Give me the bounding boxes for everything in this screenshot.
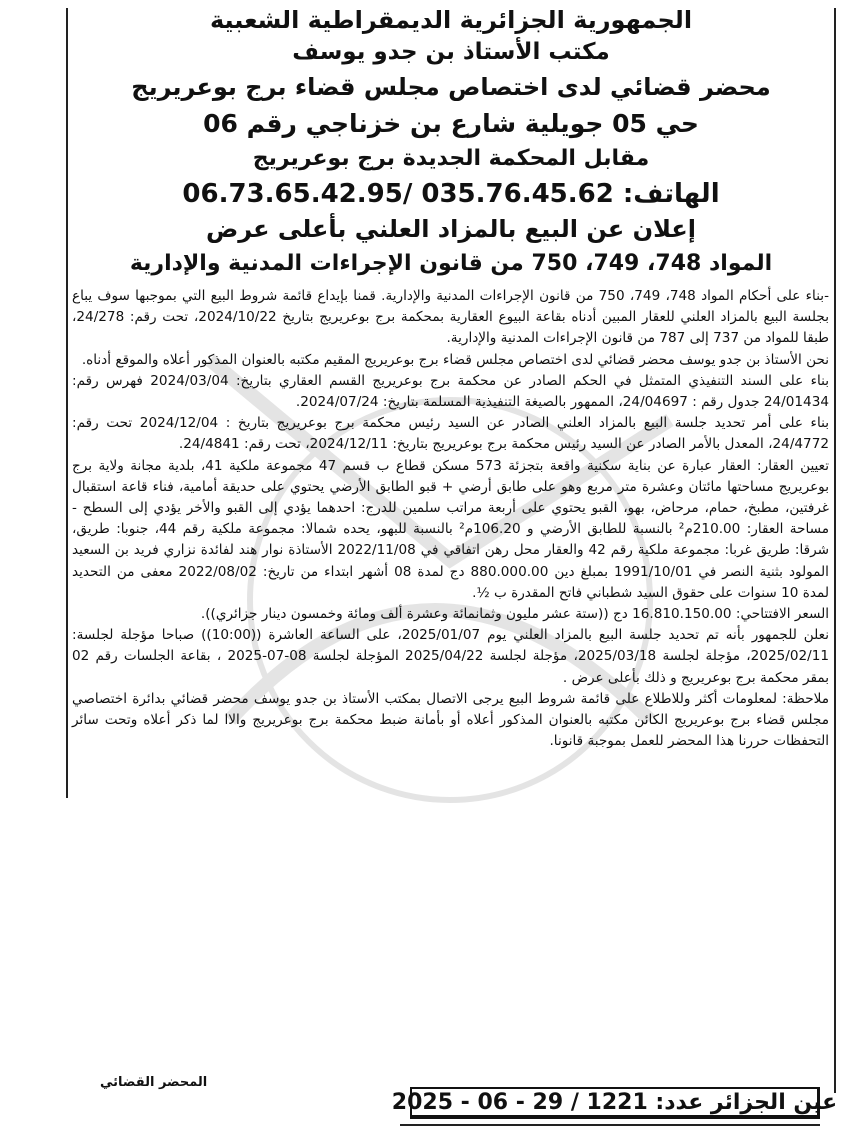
office-name: مكتب الأستاذ بن جدو يوسف [292,39,610,65]
address-line-1: حي 05 جويلية شارع بن خزناجي رقم 06 [203,109,699,138]
notice-body [72,286,829,752]
paragraph-sale-order: بناء على أمر تحديد جلسة البيع بالمزاد العلني الصادر عن السيد رئيس محكمة برج بوعريريج بتاريخ : 2024/12/04 تحت رقم: 24/4772، المعدل بالأمر الصادر عن السيد رئيس محكمة برج بوعريريج بتاريخ: 2024/12/11، تحت رقم: 24/4841. [72,415,829,453]
bailiff-title: محضر قضائي لدى اختصاص مجلس قضاء برج بوعريريج [131,73,771,101]
paragraph-session-dates: نعلن للجمهور بأنه تم تحديد جلسة البيع بالمزاد العلني يوم 2025/01/07، على الساعة العاشرة ((10:00)) صباحا مؤجلة لجلسة: 2025/02/11، مؤجلة لجلسة 2025/03/18، مؤجلة لجلسة 2025/04/22 المؤجلة لجلسة 08-07-2025 ، بقاعة الجلسات رقم 02 بمقر محكمة برج بوعريريج و ذلك بأعلى عرض . [72,627,829,686]
signature-label: المحضر القضائي [100,1075,208,1090]
paragraph-note: ملاحظة: لمعلومات أكثر وللاطلاع على قائمة شروط البيع يرجى الاتصال بمكتب الأستاذ بن جدو يوسف محضر قضائي بدائرة اختصاصي مجلس قضاء برج بوعريريج الكائن مكتبه بالعنوان المذكور أعلاه أو بأمانة ضبط محكمة برج بوعريريج والاا لما ذكر أعلاه وتحت سائر التحفظات حررنا هذا المحضر للعمل بموجبة قانونا. [72,690,829,750]
paragraph-legal-basis: -بناء على أحكام المواد 748، 749، 750 من قانون الإجراءات المدنية والإدارية. قمنا بإيداع قائمة شروط البيع التي بموجبها سوف يباع بجلسة البيع بالمزاد العلني للعقار المبين أدناه بقاعة البيوع العقارية بمحكمة برج بوعريريج بتاريخ 2024/10/22، تحت رقم: 24/278، طبقا للمواد من 737 إلى 787 من قانون الإجراءات المدنية والإدارية. [72,288,829,347]
phone-line: الهاتف: 035.76.45.62 /06.73.65.42.95 [182,179,720,209]
address-line-2: مقابل المحكمة الجديدة برج بوعريريج [252,146,650,171]
publication-reference: عين الجزائر عدد: 1221 / 29 - 06 - 2025 [391,1089,838,1115]
right-border-line [834,8,836,1093]
paragraph-enforcement-title: بناء على السند التنفيذي المتمثل في الحكم الصادر عن محكمة برج بوعريريج القسم العقاري بتاريخ: 2024/03/04 فهرس رقم: 24/01434 جدول رقم : 24/04697، الممهور بالصيغة التنفيذية المسلمة بتاريخ: 2024/07/24. [72,372,829,411]
left-border-line [66,8,68,798]
paragraph-opening-price: السعر الافتتاحي: 16.810.150.00 دج ((ستة عشر مليون وثمانمائة وعشرة ألف ومائة وخمسون دينار جزائري)). [200,606,829,623]
republic-title: الجمهورية الجزائرية الديمقراطية الشعبية [209,6,693,34]
articles-line: المواد 748، 749، 750 من قانون الإجراءات المدنية والإدارية [129,251,773,276]
paragraph-property-description: تعيين العقار: العقار عبارة عن بناية سكنية واقعة بتجزئة 573 مسكن قطاع ب قسم 47 مجموعة ملكية 41، بلدية مجانة ولاية برج بوعريريج مساحتها مائتان وعشرة متر مربع وهو على طابق أرضي + قبو الطابق الأرضي يحتوي على حديقة أمامية، فناء قاعة استقبال غرفتين، مطبخ، حمام، مرحاض، بهو، القبو يحتوي على أربعة مراتب سلمين للدرج: احدهما يؤدي إلى القبو والأخر يؤدي إلى السطح - مساحة العقار: 210.00م² بالنسبة للطابق الأرضي و 106.20م² بالنسبة للبهو، يحده شمالا: مجموعة ملكية رقم 44، جنوبا: طريق، شرقا: طريق غربا: مجموعة ملكية رقم 42 والعقار محل رهن اتفاقي في 2022/11/08 الأستاذة نوار هند لفائدة نزاري فريد بن السعيد المولود بثنية النصر في 1991/10/01 بمبلغ دين 880.000.00 دج لمدة 08 أشهر ابتداء من تاريخ: 2022/08/02 معفى من التحديد لمدة 10 سنوات على حقوق السيد شطباني فاتح المقدرة ب ½. [72,457,830,601]
paragraph-bailiff: نحن الأستاذ بن جدو يوسف محضر قضائي لدى اختصاص مجلس قضاء برج بوعريريج المقيم مكتبه بالعنوان المذكور أعلاه والموقع أدناه. [81,351,829,368]
footer-underline [400,1124,820,1126]
publication-reference-box [391,1087,838,1119]
notice-title: إعلان عن البيع بالمزاد العلني بأعلى عرض [205,215,697,243]
notice-header [70,8,832,285]
